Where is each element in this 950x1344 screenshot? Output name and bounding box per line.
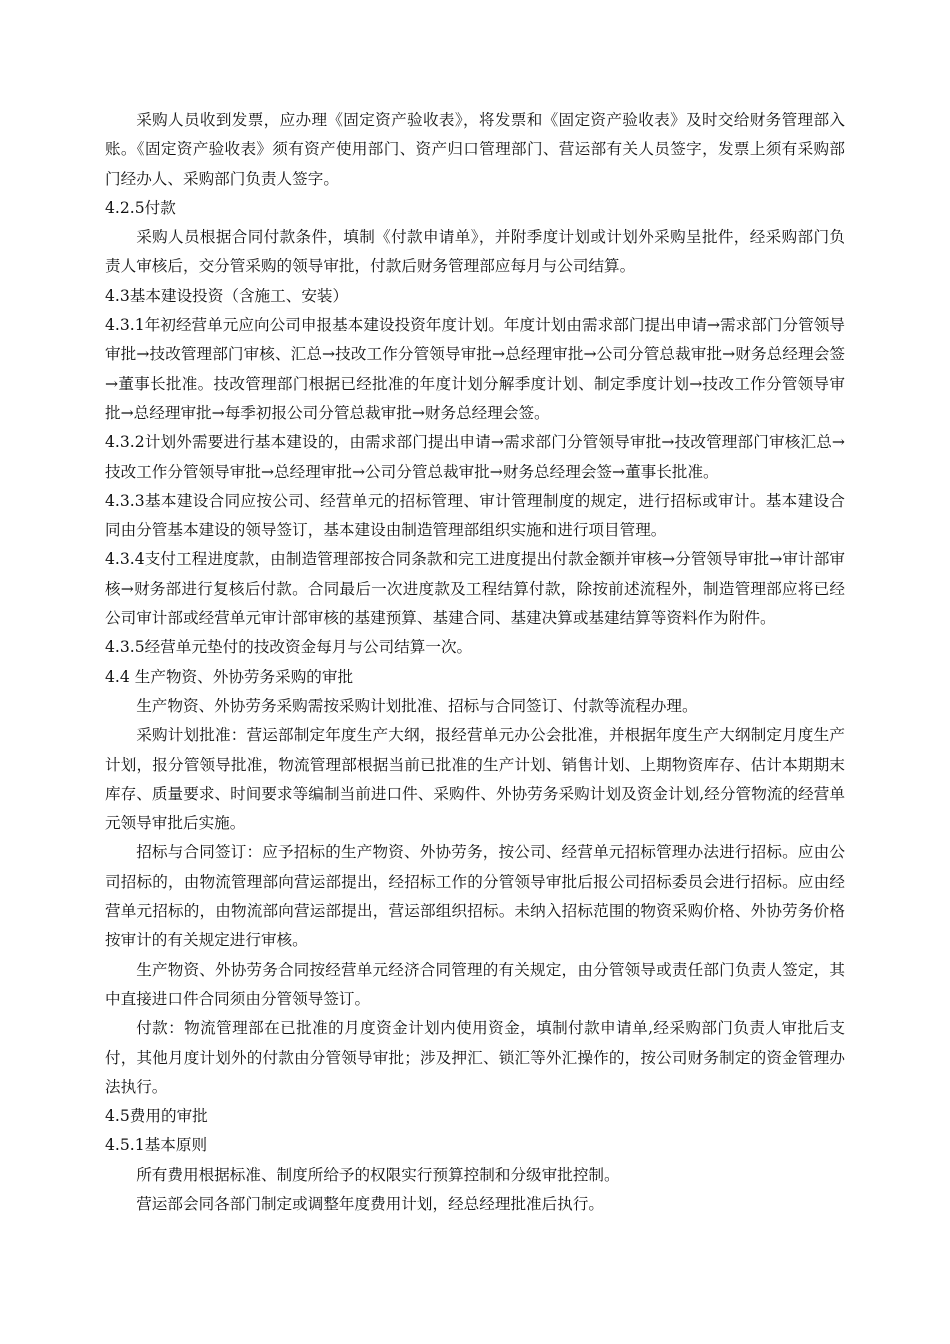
- section-heading-4-4: 4.4 生产物资、外协劳务采购的审批: [105, 667, 354, 686]
- paragraph-procurement-process: 生产物资、外协劳务采购需按采购计划批准、招标与合同签订、付款等流程办理。: [136, 696, 698, 715]
- document-page: [105, 106, 845, 1219]
- paragraph-4-3-1: 4.3.1年初经营单元应向公司申报基本建设投资年度计划。年度计划由需求部门提出申请→需求部门分管领导审批→技改管理部门审核、汇总→技改工作分管领导审批→总经理审批→公司分管总裁审批→财务总经理会签→董事长批准。技改管理部门根据已经批准的年度计划分解季度计划、制定季度计划→技改工作分管领导审批→总经理审批→每季初报公司分管总裁审批→财务总经理会签。: [105, 316, 845, 422]
- paragraph-plan-approval: 采购计划批准：营运部制定年度生产大纲，报经营单元办公会批准，并根据年度生产大纲制定月度生产计划，报分管领导批准，物流管理部根据当前已批准的生产计划、销售计划、上期物资库存、估计本期期末库存、质量要求、时间要求等编制当前进口件、采购件、外协劳务采购计划及资金计划,经分管物流的经营单元领导审批后实施。: [105, 726, 845, 833]
- paragraph-invoice-acceptance: 采购人员收到发票，应办理《固定资产验收表》，将发票和《固定资产验收表》及时交给财务管理部入账。《固定资产验收表》须有资产使用部门、资产归口管理部门、营运部有关人员签字，发票上须有采购部门经办人、采购部门负责人签字。: [105, 111, 845, 188]
- section-heading-4-3: 4.3基本建设投资（含施工、安装）: [105, 286, 349, 305]
- paragraph-4-3-4: 4.3.4支付工程进度款，由制造管理部按合同条款和完工进度提出付款金额并审核→分管领导审批→审计部审核→财务部进行复核后付款。合同最后一次进度款及工程结算付款，除按前述流程外，制造管理部应将已经公司审计部或经营单元审计部审核的基建预算、基建合同、基建决算或基建结算等资料作为附件。: [105, 550, 845, 628]
- paragraph-expense-principle: 所有费用根据标准、制度所给予的权限实行预算控制和分级审批控制。: [136, 1165, 620, 1184]
- section-heading-4-5-1: 4.5.1基本原则: [105, 1136, 208, 1155]
- section-heading-4-2-5: 4.2.5付款: [105, 198, 176, 217]
- paragraph-4-3-3: 4.3.3基本建设合同应按公司、经营单元的招标管理、审计管理制度的规定，进行招标或审计。基本建设合同由分管基本建设的领导签订，基本建设由制造管理部组织实施和进行项目管理。: [105, 491, 845, 540]
- paragraph-expense-plan: 营运部会同各部门制定或调整年度费用计划，经总经理批准后执行。: [136, 1194, 605, 1213]
- paragraph-payment: 采购人员根据合同付款条件，填制《付款申请单》，并附季度计划或计划外采购呈批件，经采购部门负责人审核后，交分管采购的领导审批，付款后财务管理部应每月与公司结算。: [105, 228, 845, 276]
- paragraph-4-3-2: 4.3.2计划外需要进行基本建设的，由需求部门提出申请→需求部门分管领导审批→技改管理部门审核汇总→技改工作分管领导审批→总经理审批→公司分管总裁审批→财务总经理会签→董事长批准。: [105, 433, 845, 481]
- paragraph-contract-signing: 生产物资、外协劳务合同按经营单元经济合同管理的有关规定，由分管领导或责任部门负责人签定，其中直接进口件合同须由分管领导签订。: [105, 960, 845, 1008]
- paragraph-payment-approval: 付款：物流管理部在已批准的月度资金计划内使用资金，填制付款申请单,经采购部门负责人审批后支付，其他月度计划外的付款由分管领导审批；涉及押汇、锁汇等外汇操作的，按公司财务制定的资金管理办法执行。: [105, 1019, 845, 1096]
- paragraph-bidding-contract: 招标与合同签订：应予招标的生产物资、外协劳务，按公司、经营单元招标管理办法进行招标。应由公司招标的，由物流管理部向营运部提出，经招标工作的分管领导审批后报公司招标委员会进行招标。应由经营单元招标的，由物流部向营运部提出，营运部组织招标。未纳入招标范围的物资采购价格、外协劳务价格按审计的有关规定进行审核。: [105, 843, 845, 950]
- paragraph-4-3-5: 4.3.5经营单元垫付的技改资金每月与公司结算一次。: [105, 638, 473, 657]
- section-heading-4-5: 4.5费用的审批: [105, 1107, 208, 1126]
